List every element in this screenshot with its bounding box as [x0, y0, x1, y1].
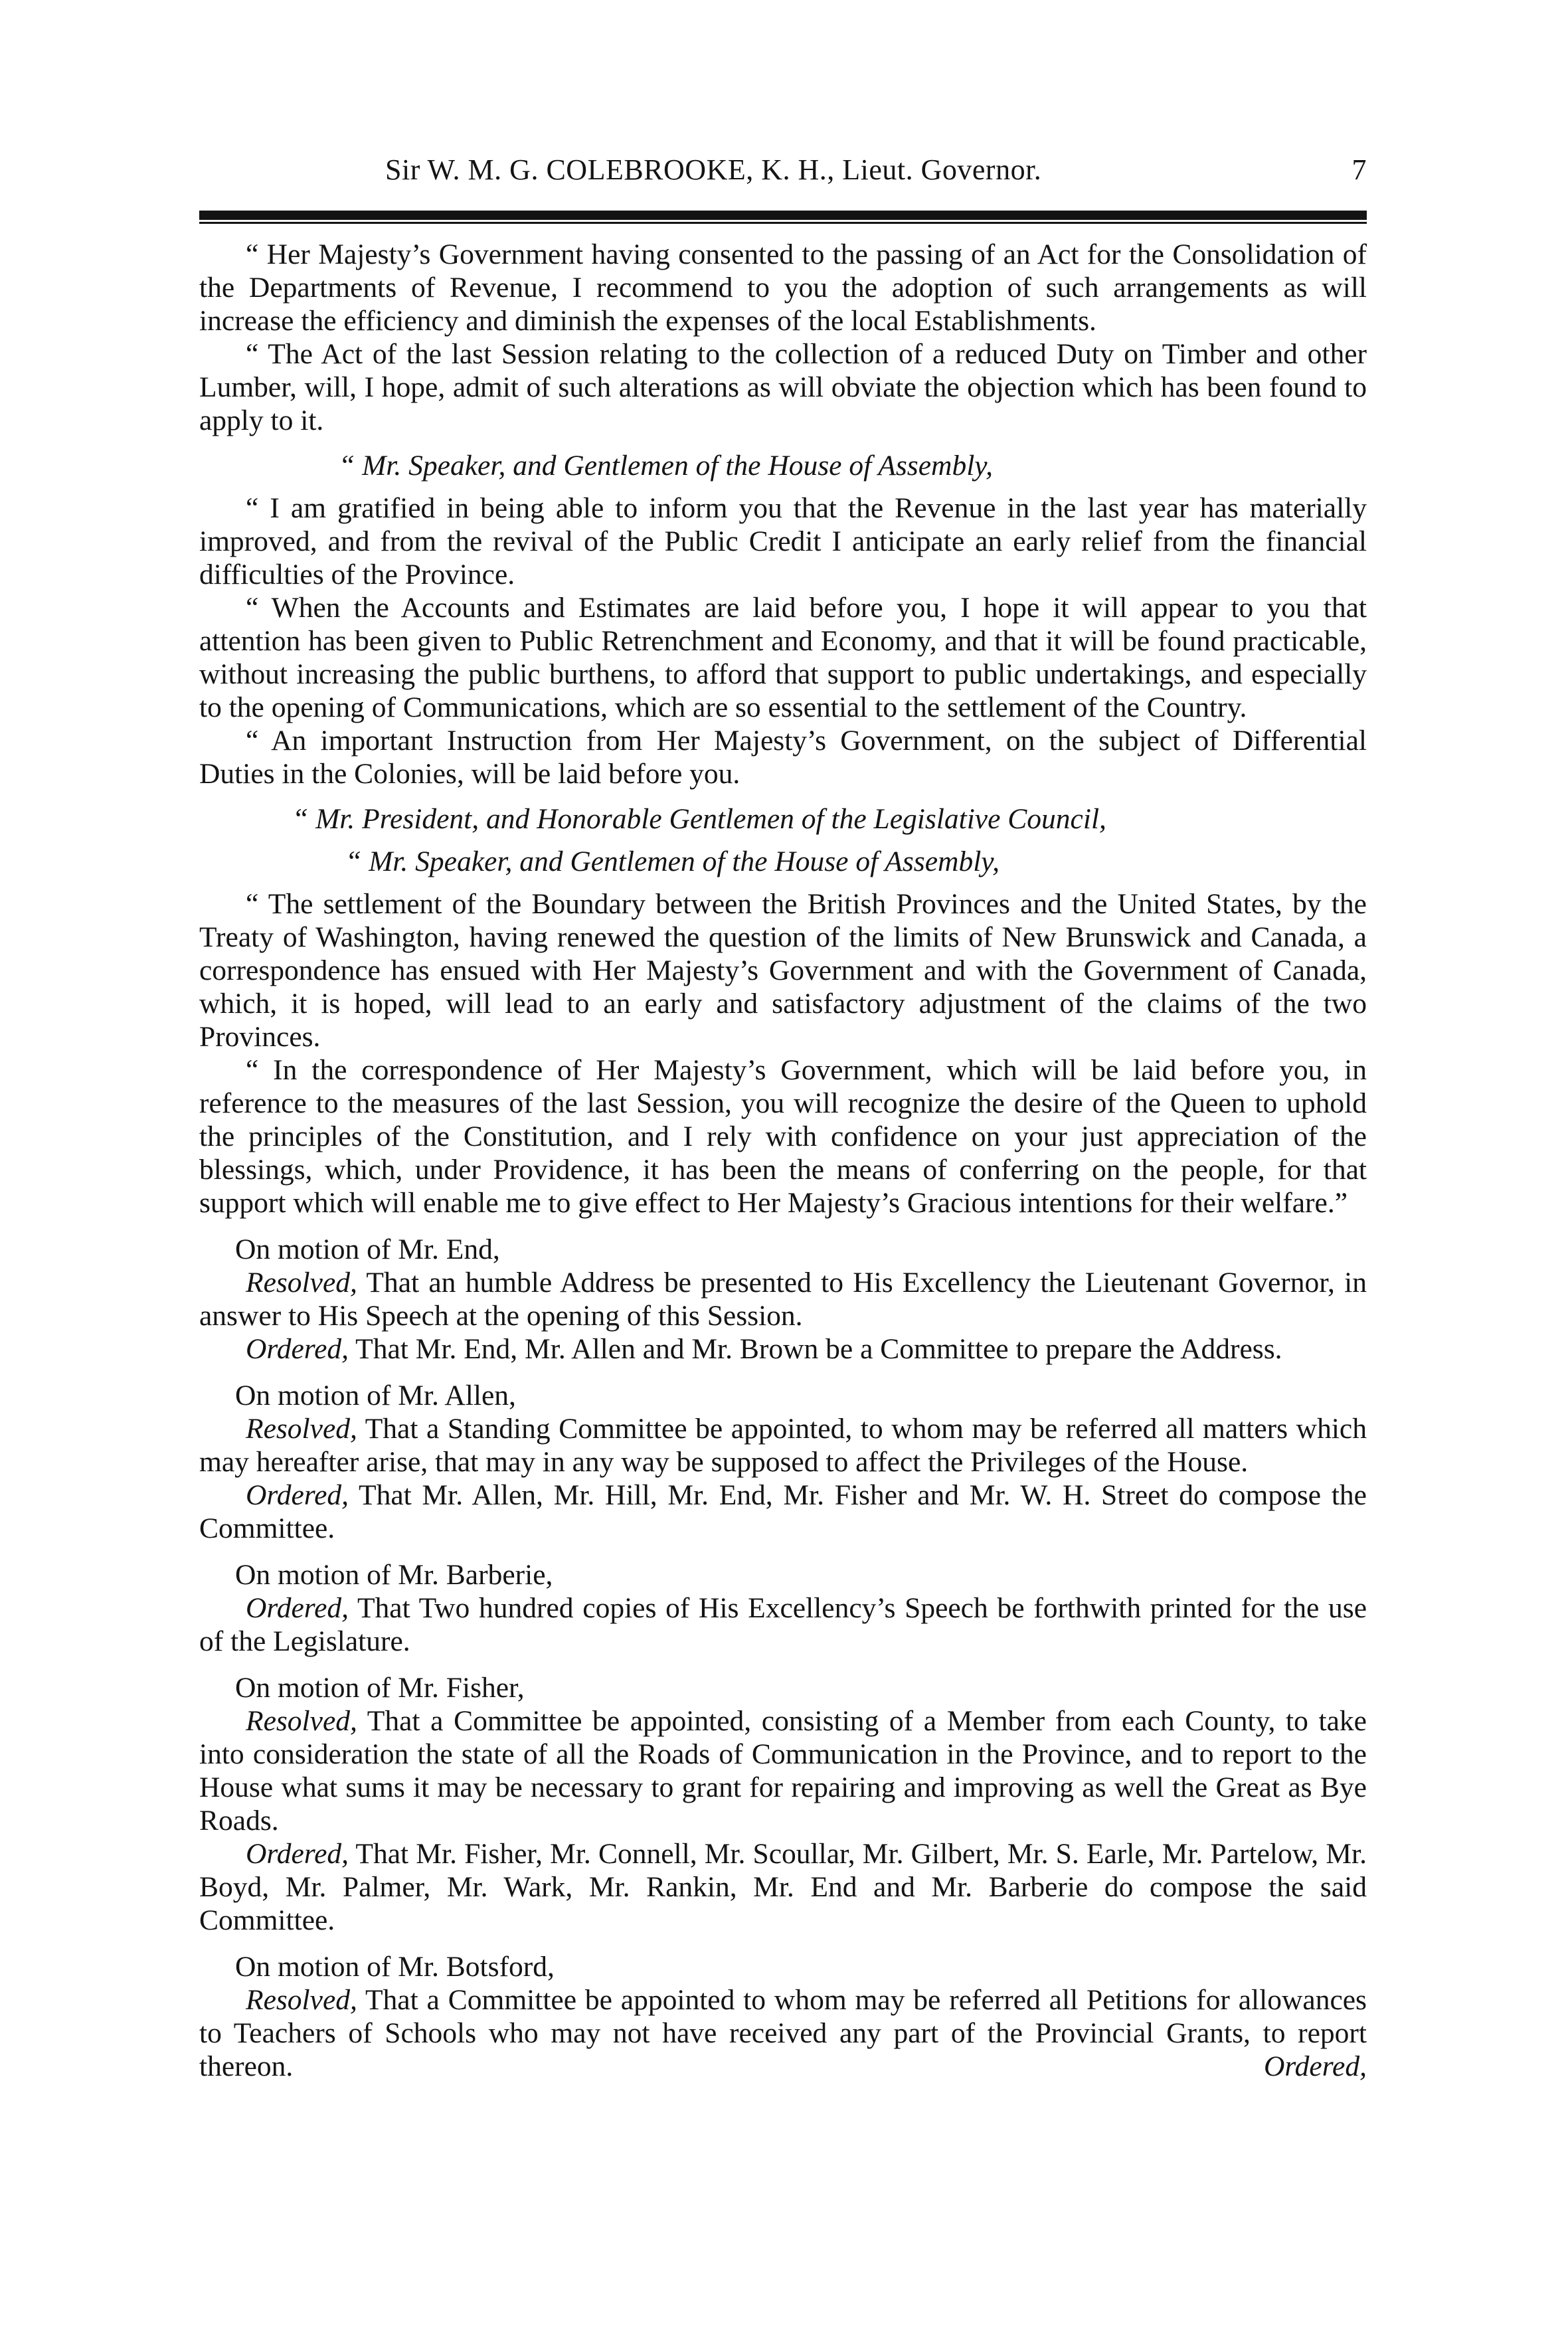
address-heading: “ Mr. President, and Honorable Gentlemen of the Legislative Council, — [292, 803, 1106, 835]
motion-line: On motion of Mr. Botsford, — [235, 1951, 555, 1983]
page-number: 7 — [1351, 153, 1367, 186]
order-text: That Two hundred copies of His Excellency’s Speech be forthwith printed for the use of the Legislature. — [199, 1592, 1367, 1657]
resolution-paragraph — [199, 1983, 1367, 2083]
resolution-paragraph — [199, 1266, 1367, 1332]
speech-paragraph: “ The settlement of the Boundary between the British Provinces and the United States, by the Treaty of Washington, having renewed the question of the limits of New Brunswick and Canada, a correspondence has ensued with Her Majesty’s Government and with the Government of Canada, which, it is hoped, will lead to an early and satisfactory adjustment of the claims of the two Provinces. — [199, 888, 1367, 1053]
motion-line: On motion of Mr. Allen, — [235, 1380, 516, 1411]
resolution-paragraph — [199, 1704, 1367, 1837]
running-title: Sir W. M. G. COLEBROOKE, K. H., Lieut. Governor. — [385, 153, 1042, 186]
resolved-keyword: Resolved, — [246, 1413, 357, 1445]
resolved-keyword: Resolved, — [246, 1267, 357, 1299]
header-rule-thin — [199, 222, 1367, 224]
speech-paragraph: “ When the Accounts and Estimates are laid before you, I hope it will appear to you that attention has been given to Public Retrenchment and Economy, and that it will be found practicable, without increasing the public burthens, to afford that support to public undertakings, and especially to the opening of Communications, which are so essential to the settlement of the Country. — [199, 592, 1367, 723]
resolution-text: That a Committee be appointed to whom may be referred all Petitions for allowances to Teachers of Schools who may not have received any part of the Provincial Grants, to report thereon. — [199, 1984, 1367, 2082]
order-paragraph — [199, 1332, 1367, 1366]
resolved-keyword: Resolved, — [246, 1705, 357, 1737]
order-text: That Mr. End, Mr. Allen and Mr. Brown be a Committee to prepare the Address. — [349, 1333, 1282, 1365]
resolved-keyword: Resolved, — [246, 1984, 357, 2016]
motion-line: On motion of Mr. Barberie, — [235, 1559, 553, 1591]
speech-paragraph: “ In the correspondence of Her Majesty’s Government, which will be laid before you, in reference to the measures of the last Session, you will recognize the desire of the Queen to uphold the principles of the Constitution, and I rely with confidence on your just appreciation of the blessings, which, under Providence, it has been the means of conferring on the people, for that support which will enable me to give effect to Her Majesty’s Gracious intentions for their welfare.” — [199, 1054, 1367, 1219]
resolution-text: That a Committee be appointed, consisting of a Member from each County, to take into consideration the state of all the Roads of Communication in the Province, and to report to the House what sums it may be necessary to grant for repairing and improving as well the Great as Bye Roads. — [199, 1705, 1367, 1837]
catchword: Ordered, — [1263, 2050, 1367, 2082]
order-paragraph — [199, 1591, 1367, 1658]
motion-line: On motion of Mr. Fisher, — [235, 1672, 525, 1704]
ordered-keyword: Ordered, — [246, 1838, 349, 1870]
resolution-text: That an humble Address be presented to His Excellency the Lieutenant Governor, in answer to His Speech at the opening of this Session. — [199, 1267, 1367, 1332]
order-text: That Mr. Allen, Mr. Hill, Mr. End, Mr. Fisher and Mr. W. H. Street do compose the Committee. — [199, 1479, 1367, 1544]
resolution-paragraph — [199, 1412, 1367, 1479]
ordered-keyword: Ordered, — [246, 1479, 349, 1511]
motion-line: On motion of Mr. End, — [235, 1233, 500, 1265]
resolution-text: That a Standing Committee be appointed, to whom may be referred all matters which may hereafter arise, that may in any way be supposed to affect the Privileges of the House. — [199, 1413, 1367, 1478]
speech-paragraph: “ Her Majesty’s Government having consented to the passing of an Act for the Consolidation of the Departments of Revenue, I recommend to you the adoption of such arrangements as will increase the efficiency and diminish the expenses of the local Establishments. — [199, 238, 1367, 337]
speech-paragraph: “ The Act of the last Session relating to the collection of a reduced Duty on Timber and other Lumber, will, I hope, admit of such alterations as will obviate the objection which has been found to apply to it. — [199, 338, 1367, 436]
address-heading: “ Mr. Speaker, and Gentlemen of the House of Assembly, — [345, 846, 1000, 877]
speech-paragraph: “ An important Instruction from Her Majesty’s Government, on the subject of Differential Duties in the Colonies, will be laid before you. — [199, 725, 1367, 790]
speech-paragraph: “ I am gratified in being able to inform you that the Revenue in the last year has materially improved, and from the revival of the Public Credit I anticipate an early relief from the financial difficulties of the Province. — [199, 492, 1367, 590]
order-paragraph — [199, 1837, 1367, 1937]
page-header — [199, 153, 1367, 193]
ordered-keyword: Ordered, — [246, 1333, 349, 1365]
order-paragraph — [199, 1479, 1367, 1545]
ordered-keyword: Ordered, — [246, 1592, 349, 1624]
header-rule — [199, 211, 1367, 220]
page-body — [199, 238, 1367, 2083]
order-text: That Mr. Fisher, Mr. Connell, Mr. Scoullar, Mr. Gilbert, Mr. S. Earle, Mr. Partelow, Mr. Boyd, Mr. Palmer, Mr. Wark, Mr. Rankin, Mr. End and Mr. Barberie do compose the said Committee. — [199, 1838, 1367, 1936]
address-heading: “ Mr. Speaker, and Gentlemen of the House of Assembly, — [339, 450, 994, 482]
journal-page — [199, 153, 1367, 2082]
